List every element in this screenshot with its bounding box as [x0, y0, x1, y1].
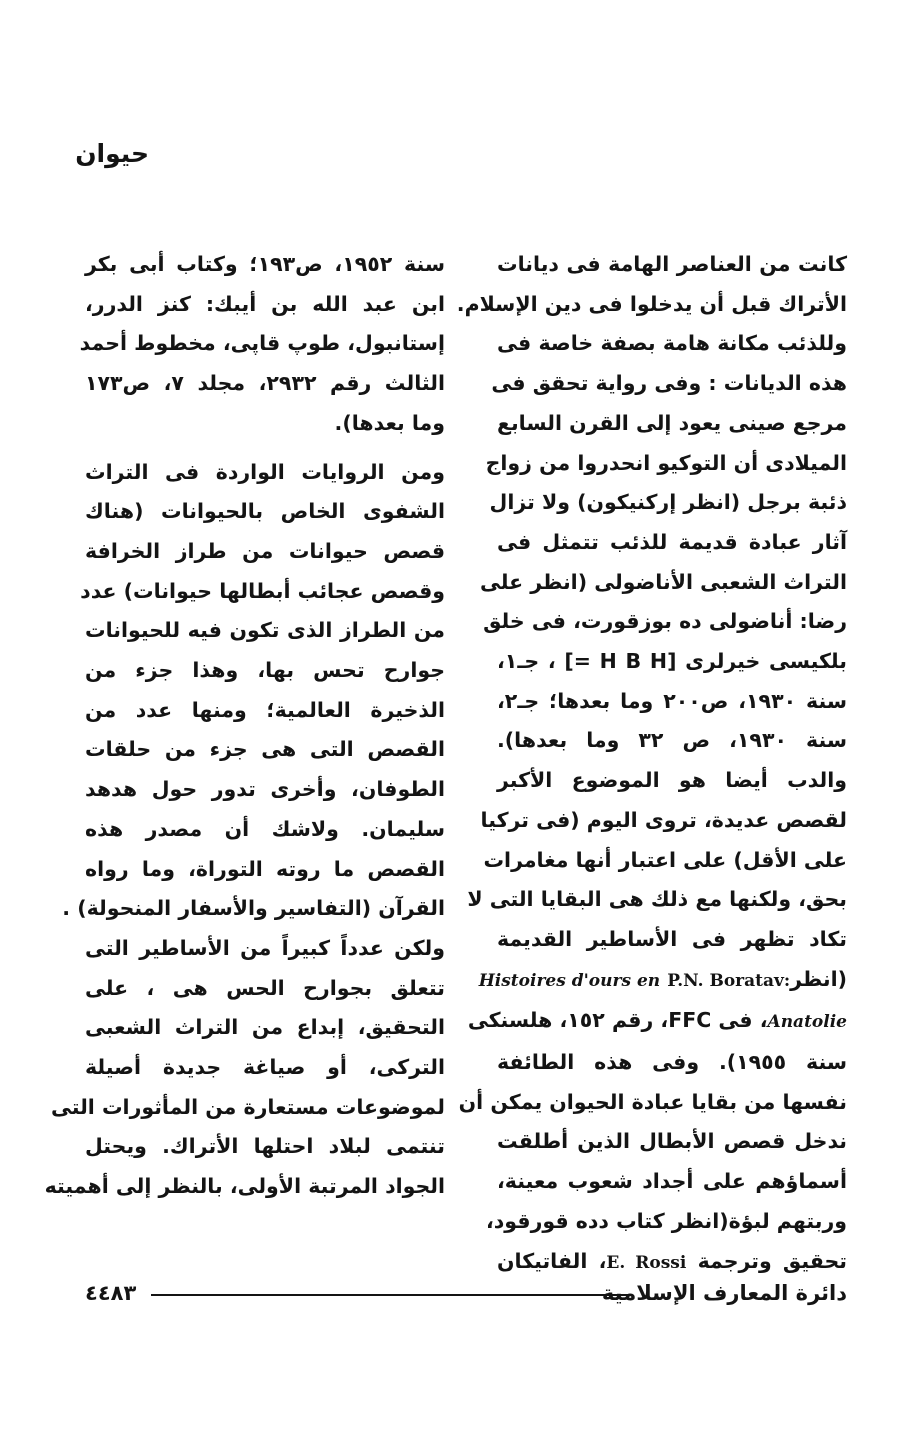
footer-rule: [151, 1294, 629, 1296]
text-line: ولكن عدداً كبيراً من الأساطير التى: [85, 935, 445, 960]
text-line: تتعلق بجوارح الحس هى ، على: [85, 975, 445, 1000]
paragraph-first-line: ومن الروايات الواردة فى التراث: [85, 459, 445, 484]
text-line: وللذئب مكانة هامة بصفة خاصة فى: [497, 331, 847, 356]
text-line: القصص ما روته التوراة، وما رواه: [85, 856, 445, 881]
text-line: سنة ١٩٣٠، ص٢٠٠ وما بعدها؛ جـ٢،: [497, 688, 847, 713]
text-line: سنة ١٩٣٠، ص ٣٢ وما بعدها).: [497, 728, 847, 753]
text-line: ندخل قصص الأبطال الذين أطلقت: [497, 1129, 847, 1154]
last-line-end: ، الفاتيكان: [497, 1248, 607, 1273]
citation-rest: ، فى FFC، رقم ١٥٢، هلسنكى: [467, 1008, 768, 1033]
text-line: والدب أيضا هو الموضوع الأكبر: [497, 768, 847, 793]
page-footer: [85, 1275, 847, 1311]
text-line: لقصص عديدة، تروى اليوم (فى تركيا: [480, 807, 847, 832]
text-line: سنة ١٩٥٢، ص١٩٣؛ وكتاب أبى بكر: [85, 252, 445, 276]
citation-line: [478, 960, 847, 1002]
text-line: سنة ١٩٥٥). وفى هذه الطائفة: [497, 1050, 847, 1075]
text-line: الثالث رقم ٢٩٣٢، مجلد ٧، ص١٧٣: [85, 371, 445, 396]
text-line: من الطراز الذى تكون فيه للحيوانات: [85, 618, 445, 643]
text-line: وقصص عجائب أبطالها حيوانات) عدد: [80, 578, 445, 603]
text-line: الميلادى أن التوكيو انحدروا من زواج: [485, 450, 847, 475]
citation-title: Histoires d'ours en: [478, 970, 661, 991]
text-line: القرآن (التفاسير والأسفار المنحولة) .: [62, 896, 445, 921]
left-column: [44, 245, 445, 1207]
citation-author: P.N. Boratav:: [667, 970, 791, 991]
citation-open: (انظر: [790, 966, 847, 991]
page-number: ٤٤٨٣: [85, 1281, 137, 1305]
text-line: كانت من العناصر الهامة فى ديانات: [497, 252, 847, 276]
text-line: الشفوى الخاص بالحيوانات (هناك: [85, 499, 445, 524]
text-line: وما بعدها).: [334, 410, 445, 435]
text-line: الطوفان، وأخرى تدور حول هدهد: [85, 777, 445, 802]
text-line: آثار عبادة قديمة للذئب تتمثل فى: [497, 529, 847, 554]
text-line: ابن عبد الله بن أيبك: كنز الدرر،: [85, 291, 445, 316]
text-line: وربتهم لبؤة(انظر كتاب دده قورقود،: [486, 1208, 847, 1233]
text-line: ذئبة برجل (انظر إركنيكون) ولا تزال: [489, 490, 847, 515]
text-line: على الأقل) على اعتبار أنها مغامرات: [483, 847, 847, 872]
text-line: التراث الشعبى الأناضولى (انظر على: [480, 569, 847, 594]
text-line: نفسها من بقايا عبادة الحيوان يمكن أن: [458, 1089, 847, 1114]
translator-name: E. Rossi: [606, 1252, 687, 1273]
text-line: التركى، أو صياغة جديدة أصيلة: [85, 1055, 445, 1080]
right-column: [456, 245, 847, 1283]
text-line: بحق، ولكنها مع ذلك هى البقايا التى لا: [467, 887, 847, 912]
text-line: تكاد تظهر فى الأساطير القديمة: [497, 926, 847, 951]
text-line: الأتراك قبل أن يدخلوا فى دين الإسلام.: [456, 291, 847, 316]
text-line: الجواد المرتبة الأولى، بالنظر إلى أهميته: [44, 1174, 445, 1199]
text-line: مرجع صينى يعود إلى القرن السابع: [496, 410, 847, 435]
text-line: إستانبول، طوپ قاپى، مخطوط أحمد: [79, 331, 445, 356]
text-line: لموضوعات مستعارة من المأثورات التى: [50, 1094, 445, 1119]
journal-title: دائرة المعارف الإسلامية: [601, 1281, 847, 1305]
text-line: تنتمى لبلاد احتلها الأتراك. ويحتل: [85, 1134, 445, 1159]
text-line: سليمان. ولاشك أن مصدر هذه: [85, 816, 445, 841]
text-line: التحقيق، إبداع من التراث الشعبى: [85, 1015, 445, 1040]
text-line: القصص التى هى جزء من حلقات: [85, 737, 445, 762]
text-line: هذه الديانات : وفى رواية تحقق فى: [491, 371, 847, 396]
text-line: جوارح تحس بها، وهذا جزء من: [85, 658, 445, 683]
citation-line: [467, 1001, 847, 1043]
running-head-title: حيوان: [75, 139, 149, 168]
citation-title-cont: Anatolie: [767, 1012, 847, 1033]
text-line: قصص حيوانات من طراز الخرافة: [85, 538, 445, 563]
text-line: بلكيسى خيرلرى [H B H =] ، جـ١،: [497, 649, 847, 674]
last-line-start: تحقيق وترجمة: [697, 1248, 847, 1273]
text-line: رضا: أناضولى ده بوزقورت، فى خلق: [483, 609, 847, 634]
text-line: الذخيرة العالمية؛ ومنها عدد من: [85, 697, 445, 722]
text-line: أسماؤهم على أجداد شعوب معينة،: [497, 1169, 847, 1194]
